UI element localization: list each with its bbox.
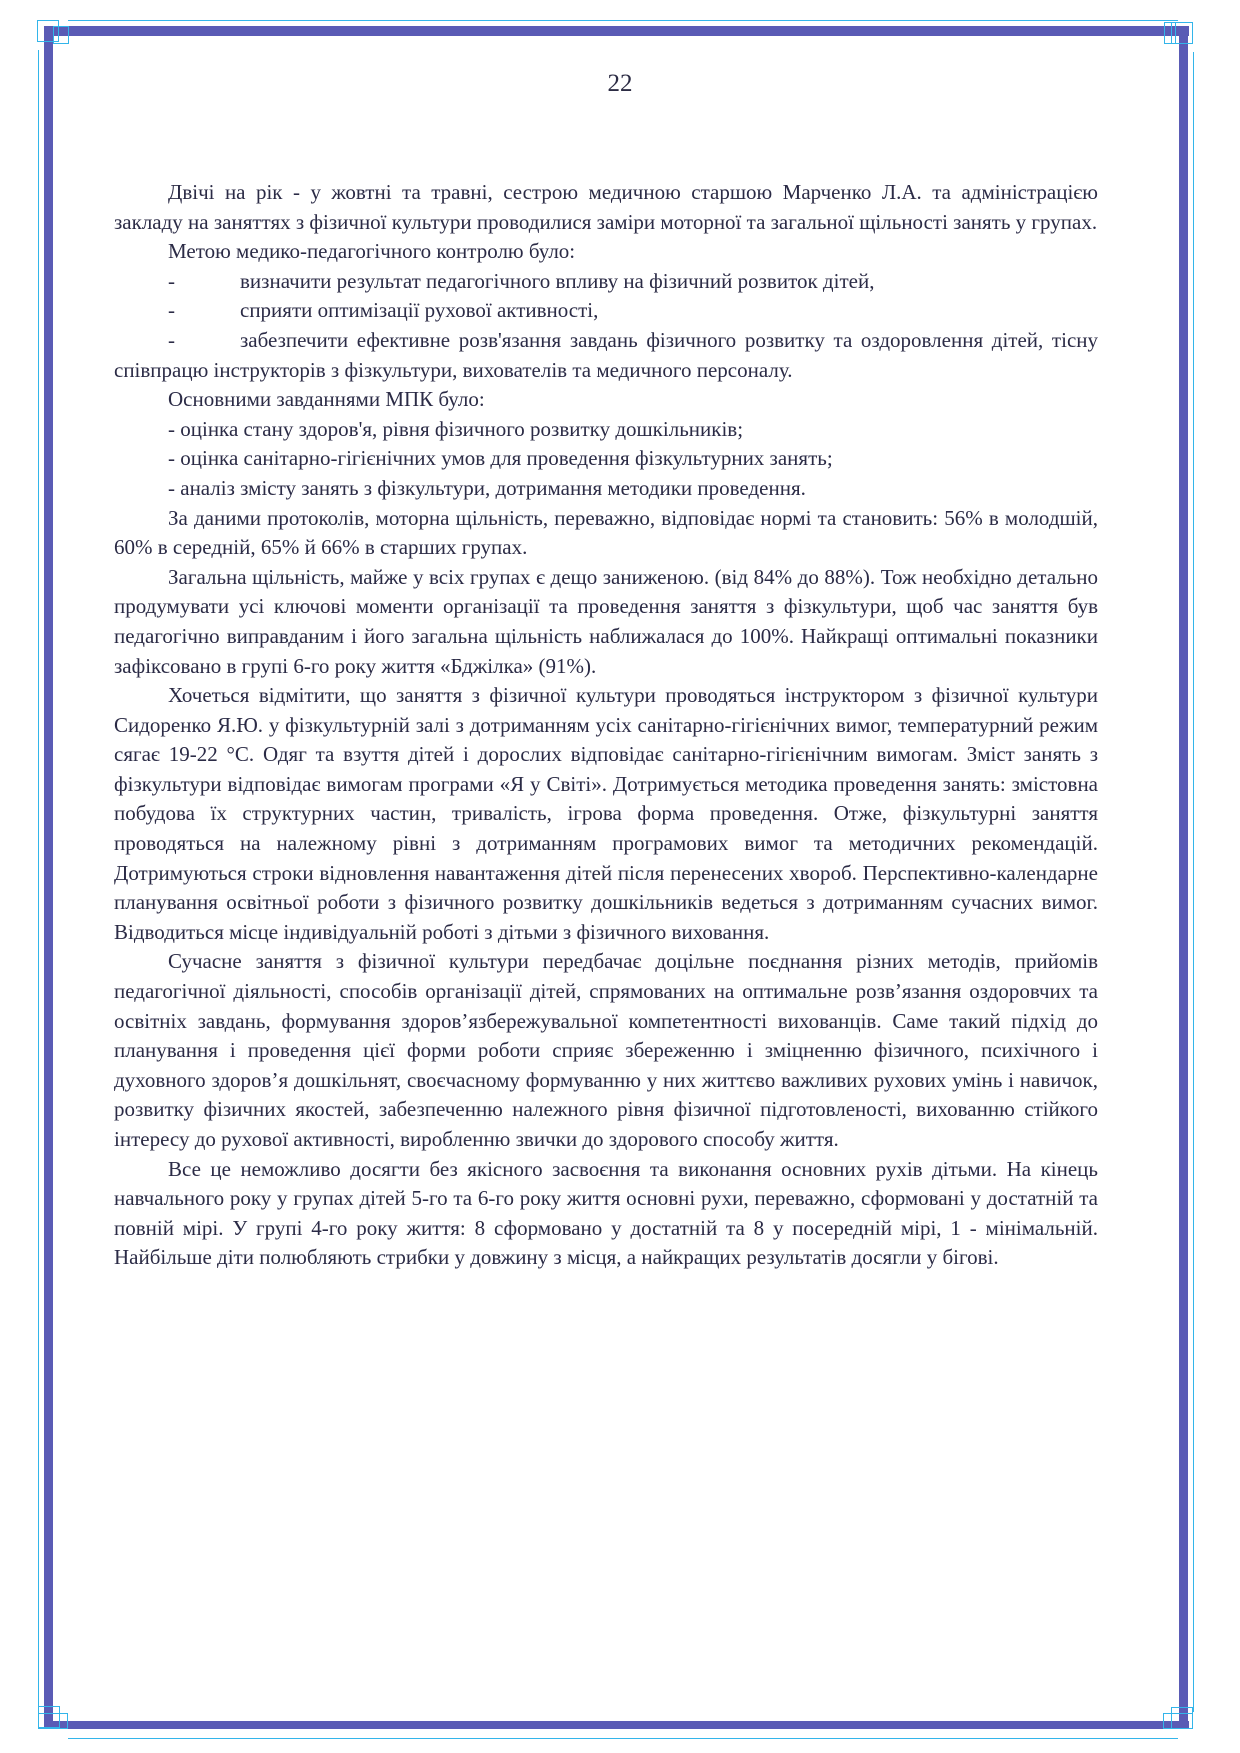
list-dash: - xyxy=(168,298,175,323)
frame-line-left xyxy=(38,50,39,1710)
frame-line-top xyxy=(68,20,1178,21)
frame-bar-top xyxy=(44,26,1189,36)
goal-list-item-text: забезпечити ефективне розв'язання завдань фізичного розвитку та оздоровлення дітей, тісну співпрацю інструкторів з фізкультури, вихователів та медичного персоналу. xyxy=(114,327,1098,382)
paragraph-modern-lesson: Сучасне заняття з фізичної культури передбачає доцільне поєднання різних методів, прийомів педагогічної діяльності, способів організації дітей, спрямованих на оптимальне розв’язання оздоровчих та освітніх завдань, формування здоров’язбережувальної компетентності вихованців. Саме такий підхід до планування і проведення цієї форми роботи сприяє збереженню і зміцненню фізичного, психічного і духовного здоров’я дошкільнят, своєчасному формуванню у них життєво важливих рухових умінь і навичок, розвитку фізичних якостей, забезпеченню належного рівня фізичної підготовленості, вихованню стійкого інтересу до рухової активності, виробленню звички до здорового способу життя. xyxy=(114,949,1098,1151)
paragraph-instructor: Хочеться відмітити, що заняття з фізичної культури проводяться інструктором з фізичної культури Сидоренко Я.Ю. у фізкультурній залі з дотриманням усіх санітарно-гігієнічних вимог, температурний режим сягає 19-22 °С. Одяг та взуття дітей і дорослих відповідає санітарно-гігієнічним вимогам. Зміст занять з фізкультури відповідає вимогам програми «Я у Світі». Дотримується методика проведення занять: змістовна побудова їх структурних частин, тривалість, ігрова форма проведення. Отже, фізкультурні заняття проводяться на належному рівні з дотриманням програмових вимог та методичних рекомендацій. Дотримуються строки відновлення навантаження дітей після перенесених хвороб. Перспективно-календарне планування освітньої роботи з фізичного розвитку дошкільників ведеться з дотриманням сучасних вимог. Відводиться місце індивідуальній роботі з дітьми з фізичного виховання. xyxy=(114,683,1098,944)
corner-ornament-top-left-b xyxy=(53,26,69,44)
frame-bar-left xyxy=(44,26,53,1729)
goal-list-item-text: визначити результат педагогічного впливу на фізичний розвиток дітей, xyxy=(240,268,875,293)
frame-line-bottom xyxy=(68,1738,1178,1739)
paragraph-basic-movements: Все це неможливо досягти без якісного засвоєння та виконання основних рухів дітьми. На кінець навчального року у групах дітей 5-го та 6-го року життя основні рухи, переважно, сформовані у достатній та повній мірі. У групі 4-го року життя: 8 сформовано у достатній та 8 у посередній мірі, 1 - мінімальній. Найбільше діти полюбляють стрибки у довжину з місця, а найкращих результатів досягли у бігові. xyxy=(114,1156,1098,1270)
paragraph-control-goal-intro: Метою медико-педагогічного контролю було: xyxy=(168,239,576,264)
task-list-item: - оцінка санітарно-гігієнічних умов для проведення фізкультурних занять; xyxy=(168,446,833,471)
task-list-item: - аналіз змісту занять з фізкультури, дотримання методики проведення. xyxy=(168,475,806,500)
frame-bar-right xyxy=(1179,26,1188,1729)
corner-ornament-top-right-b xyxy=(1164,22,1176,44)
list-dash: - xyxy=(168,268,175,293)
frame-line-right xyxy=(1193,52,1194,1712)
paragraph-motor-density: За даними протоколів, моторна щільність, переважно, відповідає нормі та становить: 56% в молодшій, 60% в середній, 65% й 66% в старших групах. xyxy=(114,505,1098,560)
document-body xyxy=(114,178,1098,1273)
paragraph-general-density: Загальна щільність, майже у всіх групах є дещо заниженою. (від 84% до 88%). Тож необхідно детально продумувати усі ключові моменти організації та проведення заняття з фізкультури, щоб час заняття був педагогічно виправданим і його загальна щільність наближалася до 100%. Найкращі оптимальні показники зафіксовано в групі 6-го року життя «Бджілка» (91%). xyxy=(114,564,1098,678)
list-dash: - xyxy=(168,327,175,352)
goal-list-item xyxy=(114,296,1098,326)
frame-bar-bottom xyxy=(44,1721,1189,1729)
goal-list-item xyxy=(114,326,1098,385)
goal-list-item-text: сприяти оптимізації рухової активності, xyxy=(240,298,599,323)
task-list-item: - оцінка стану здоров'я, рівня фізичного розвитку дошкільників; xyxy=(168,416,744,441)
goal-list-item xyxy=(114,267,1098,297)
corner-ornament-bottom-right-b xyxy=(1163,1713,1193,1729)
paragraph-measurements: Двічі на рік - у жовтні та травні, сестрою медичною старшою Марченко Л.А. та адміністрацією закладу на заняттях з фізичної культури проводилися заміри моторної та загальної щільності занять у групах. xyxy=(114,180,1098,234)
paragraph-tasks-intro: Основними завданнями МПК було: xyxy=(168,387,485,412)
corner-ornament-bottom-left-b xyxy=(38,1713,68,1729)
page-number: 22 xyxy=(607,70,633,97)
